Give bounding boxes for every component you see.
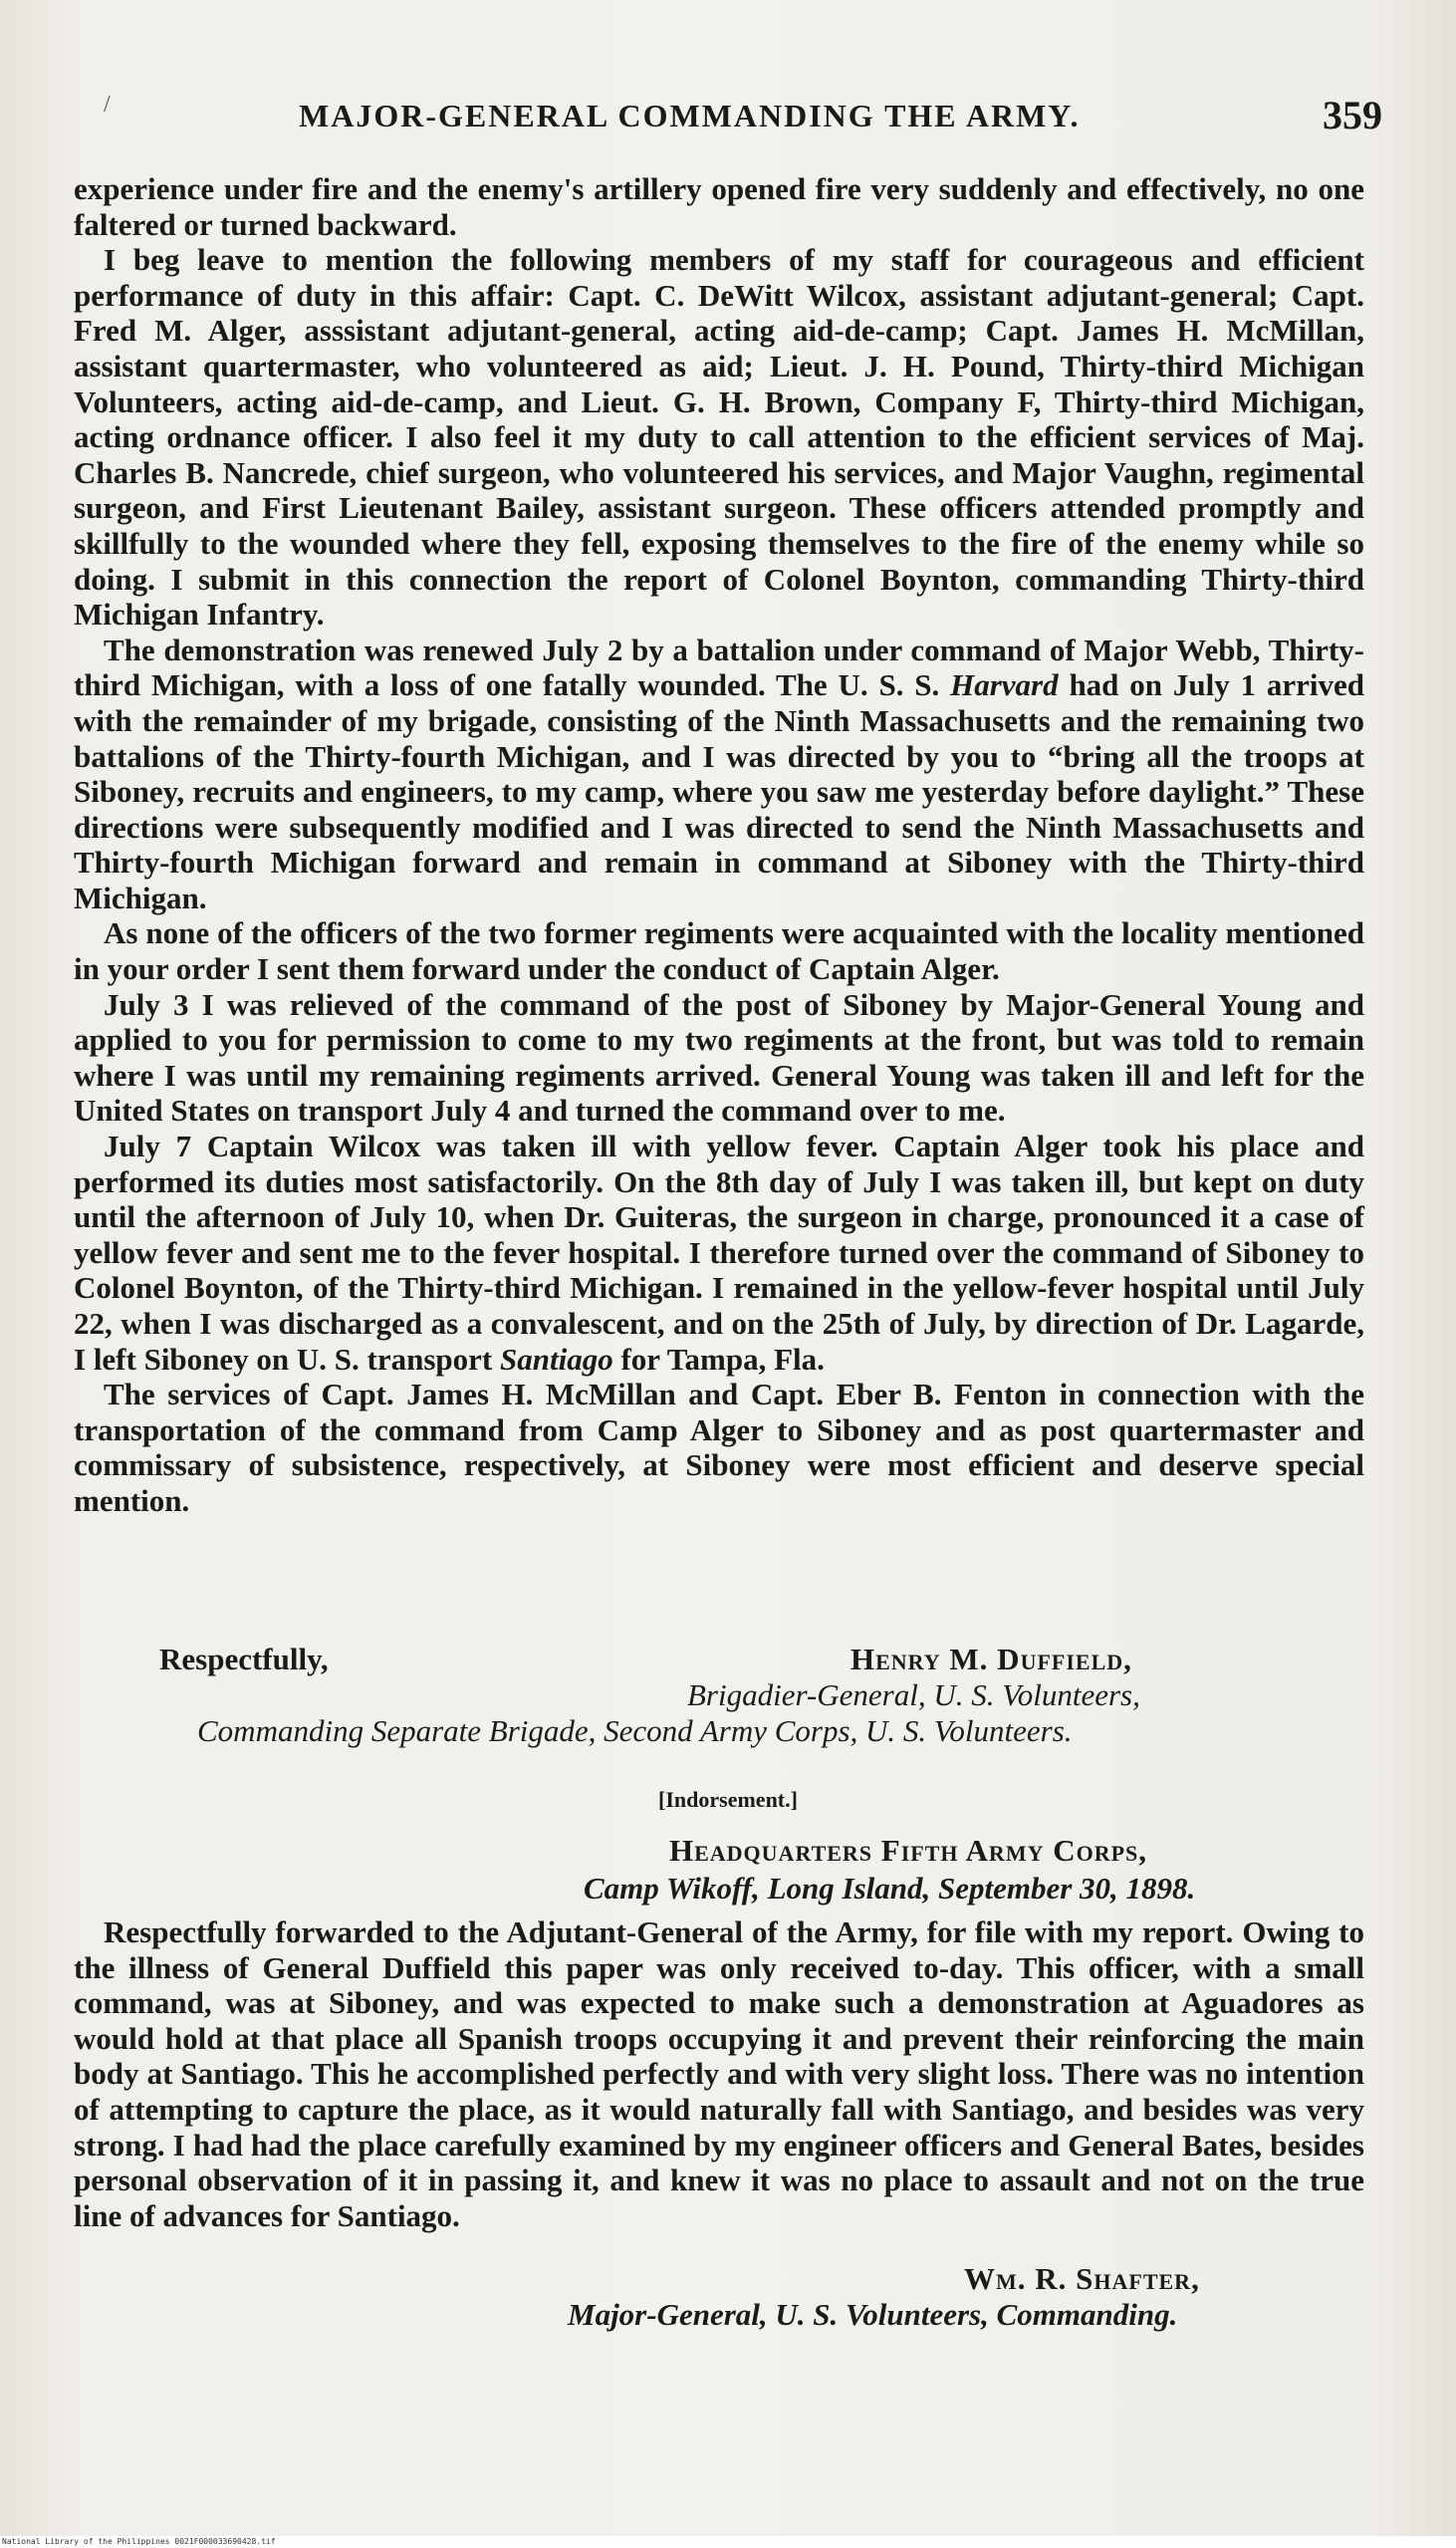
page-header	[0, 92, 1456, 151]
stray-mark: /	[104, 92, 111, 118]
scan-footer-label: National Library of the Philippines 0021F000033690428.tif	[2, 2537, 276, 2546]
paragraph-6-part-b: for Tampa, Fla.	[612, 1341, 825, 1377]
place-date-line: Camp Wikoff, Long Island, September 30, 1898.	[584, 1871, 1196, 1906]
paragraph-5: July 3 I was relieved of the command of the post of Siboney by Major-General Young and applied to you for permission to come to my two regiments at the front, but was told to remain where I was until my remaining regiments arrived. General Young was taken ill and left for the United States on transport July 4 and turned the command over to me.	[74, 986, 1364, 1129]
running-head: MAJOR-GENERAL COMMANDING THE ARMY.	[299, 98, 1081, 133]
paragraph-2: I beg leave to mention the following members of my staff for courageous and efficient performance of duty in this affair: Capt. C. DeWitt Wilcox, assistant adjutant-general; Capt. Fred M. Alger, asssistant adjutant-general, acting aid-de-camp; Capt. James H. McMillan, assistant quartermaster, who volunteered as aid; Lieut. J. H. Pound, Thirty-third Michigan Volunteers, acting aid-de-camp, and Lieut. G. H. Brown, Company F, Thirty-third Michigan, acting ordnance officer. I also feel it my duty to call attention to the efficient services of Maj. Charles B. Nancrede, chief surgeon, who volunteered his services, and Major Vaughn, regimental surgeon, and First Lieutenant Bailey, assistant surgeon. These officers attended promptly and skillfully to the wounded where they fell, exposing themselves to the fire of the enemy while so doing. I submit in this connection the report of Colonel Boynton, commanding Thirty-third Michigan Infantry.	[74, 242, 1364, 633]
report-body	[74, 171, 1364, 1519]
indorsement-label: [Indorsement.]	[658, 1787, 798, 1812]
page-number: 359	[1323, 93, 1382, 137]
paragraph-3-part-b: had on July 1 arrived with the remainder of my brigade, consisting of the Ninth Massachusetts and the remaining two battalions of the Thirty-fourth Michigan, and I was directed by you to “bring all the troops at Siboney, recruits and engineers, to my camp, where you saw me yesterday before daylight.” These directions were subsequently modified and I was directed to send the Ninth Massachusetts and Thirty-fourth Michigan forward and remain in command at Siboney with the Thirty-third Michigan.	[74, 667, 1364, 915]
paragraph-3	[74, 633, 1364, 916]
signer-title-2: Commanding Separate Brigade, Second Army Corps, U. S. Volunteers.	[197, 1713, 1073, 1748]
ship-name-harvard: Harvard	[950, 667, 1059, 703]
signer-name: Henry M. Duffield,	[850, 1642, 1132, 1676]
paragraph-3-part-a: The demonstration was renewed July 2 by a battalion under command of Major Webb, Thirty-third Michigan, with a loss of one fatally wounded. The U. S. S.	[74, 632, 1364, 703]
signer-title-1: Brigadier-General, U. S. Volunteers,	[687, 1677, 1140, 1712]
paragraph-4: As none of the officers of the two former regiments were acquainted with the locality mentioned in your order I sent them forward under the conduct of Captain Alger.	[74, 915, 1364, 987]
indorsement-signer-title: Major-General, U. S. Volunteers, Commanding.	[568, 2297, 1178, 2332]
closing-signature	[159, 1642, 1354, 1761]
indorsement-paragraph: Respectfully forwarded to the Adjutant-General of the Army, for file with my report. Owing to the illness of General Duffield this paper was only received to-day. This officer, with a small command, was at Siboney, and was expected to make such a demonstration at Aguadores as would hold at that place all Spanish troops occupying it and prevent their reinforcing the main body at Santiago. This he accomplished perfectly and with very slight loss. There was no intention of attempting to capture the place, as it would naturally fall with Santiago, and besides was very strong. I had had the place carefully examined by my engineer officers and General Bates, besides personal observation of it in passing it, and knew it was no place to assault and not on the true line of advances for Santiago.	[74, 1914, 1364, 2233]
paragraph-1: experience under fire and the enemy's artillery opened fire very suddenly and effectively, no one faltered or turned backward.	[74, 171, 1364, 242]
indorsement-signer: Wm. R. Shafter,	[964, 2261, 1200, 2296]
headquarters-line: Headquarters Fifth Army Corps,	[669, 1833, 1148, 1868]
paragraph-7: The services of Capt. James H. McMillan and Capt. Eber B. Fenton in connection with the transportation of the command from Camp Alger to Siboney and as post quartermaster and commissary of subsistence, respectively, at Siboney were most efficient and deserve special mention.	[74, 1377, 1364, 1518]
paragraph-6	[74, 1129, 1364, 1377]
indorsement-body	[74, 1914, 1364, 2233]
paragraph-6-part-a: July 7 Captain Wilcox was taken ill with yellow fever. Captain Alger took his place and performed its duties most satisfactorily. On the 8th day of July I was taken ill, but kept on duty until the afternoon of July 10, when Dr. Guiteras, the surgeon in charge, pronounced it a case of yellow fever and sent me to the fever hospital. I therefore turned over the command of Siboney to Colonel Boynton, of the Thirty-third Michigan. I remained in the yellow-fever hospital until July 22, when I was discharged as a convalescent, and on the 25th of July, by direction of Dr. Lagarde, I left Siboney on U. S. transport	[74, 1129, 1364, 1377]
salutation: Respectfully,	[159, 1642, 329, 1676]
ship-name-santiago: Santiago	[500, 1341, 613, 1377]
